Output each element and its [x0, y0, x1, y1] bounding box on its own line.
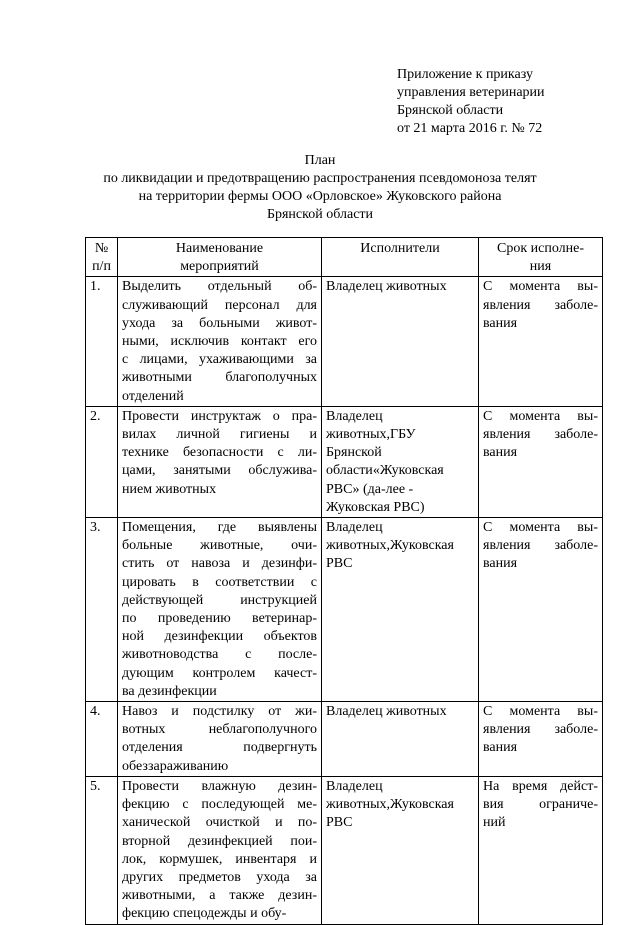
deadline-line: явления заболе- — [483, 427, 598, 443]
deadline-line: вания — [483, 445, 518, 461]
activity-name-line: стить от навоза и дезинфи- — [122, 556, 317, 572]
activity-name-line: ухода за больными живот- — [122, 315, 317, 331]
deadline-line: С момента вы- — [483, 520, 598, 536]
activity-name-line: больные животные, очи- — [122, 538, 317, 554]
appendix-line: управления ветеринарии — [397, 85, 545, 100]
deadline — [479, 518, 603, 702]
header-name — [118, 238, 322, 277]
deadline — [479, 776, 603, 924]
plan-table — [85, 237, 603, 925]
header-text: Исполнители — [360, 241, 440, 256]
activity-name-line: отделения подвергнуть — [122, 740, 317, 756]
activity-name — [118, 702, 322, 777]
row-number: 2. — [86, 406, 118, 517]
deadline-line: явления заболе- — [483, 722, 598, 738]
deadline-line: вания — [483, 556, 518, 572]
title-line: на территории фермы ООО «Орловское» Жуковского района — [138, 189, 502, 204]
row-number: 3. — [86, 518, 118, 702]
table-row — [86, 776, 603, 924]
header-executors — [322, 238, 479, 277]
activity-name-line: по проведению ветеринар- — [122, 611, 317, 627]
deadline — [479, 702, 603, 777]
executors — [322, 518, 479, 702]
table-header-row — [86, 238, 603, 277]
activity-name-line: Выделить отдельный об- — [122, 279, 317, 295]
header-term — [479, 238, 603, 277]
deadline-line: На время дейст- — [483, 778, 598, 794]
executors-line: Жуковская РВС — [326, 538, 454, 572]
deadline-line: вания — [483, 315, 518, 331]
title-line: по ликвидации и предотвращению распространения псевдомоноза телят — [103, 171, 537, 186]
title-line: План — [304, 153, 336, 168]
deadline-line: явления заболе- — [483, 297, 598, 313]
activity-name-line: цировать в соответствии с — [122, 574, 317, 590]
activity-name-line: Навоз и подстилку от жи- — [122, 704, 317, 720]
row-number: 4. — [86, 702, 118, 777]
activity-name-line: обеззараживанию — [122, 758, 229, 774]
activity-name-line: дующим контролем качест- — [122, 665, 317, 681]
activity-name-line: других предметов ухода за — [122, 869, 317, 885]
table-row — [86, 702, 603, 777]
activity-name — [118, 406, 322, 517]
document-title — [60, 152, 580, 224]
activity-name-line: вторной дезинфекцией пои- — [122, 833, 317, 849]
executors — [322, 277, 479, 406]
table-row — [86, 277, 603, 406]
activity-name — [118, 277, 322, 406]
header-text: ния — [529, 259, 552, 275]
activity-name-line: ными, исключив контакт его — [122, 334, 317, 350]
row-number: 5. — [86, 776, 118, 924]
executors-line: Жуковская РВС — [326, 797, 454, 831]
deadline-line: явления заболе- — [483, 538, 598, 554]
activity-name-line: животноводства с после- — [122, 647, 317, 663]
deadline-line: вания — [483, 740, 518, 756]
header-text: Срок исполне- — [496, 241, 584, 256]
executors-line: Владелец животных, — [326, 408, 391, 443]
header-text: Наименование — [175, 241, 264, 256]
executors — [322, 776, 479, 924]
activity-name — [118, 776, 322, 924]
table-row — [86, 518, 603, 702]
activity-name-line: фекцию с последующей ме- — [122, 797, 317, 813]
activity-name-line: лок, кормушек, инвентаря и — [122, 851, 317, 867]
deadline — [479, 277, 603, 406]
activity-name — [118, 518, 322, 702]
activity-name-line: цами, занятыми обслужива- — [122, 463, 317, 479]
executors-line: Владелец животных, — [326, 778, 391, 813]
deadline — [479, 406, 603, 517]
header-text: № — [94, 241, 109, 256]
activity-name-line: ной дезинфекции объектов — [122, 629, 317, 645]
executors-line: «Жуковская РВС» (да- — [326, 463, 444, 497]
table-row — [86, 406, 603, 517]
activity-name-line: ва дезинфекции — [122, 683, 217, 699]
activity-name-line: вотных неблагополучного — [122, 722, 317, 738]
activity-name-line: ханической очисткой и по- — [122, 815, 317, 831]
activity-name-line: животными, а также дезин- — [122, 888, 317, 904]
activity-name-line: действующей инструкцией — [122, 592, 317, 608]
executors — [322, 702, 479, 777]
title-line: Брянской области — [266, 207, 374, 222]
header-text: п/п — [92, 259, 111, 275]
deadline-line: вия ограниче- — [483, 797, 598, 813]
executors — [322, 406, 479, 517]
activity-name-line: Помещения, где выявлены — [122, 520, 317, 536]
activity-name-line: вилах личной гигиены и — [122, 427, 317, 443]
activity-name-line: с лицами, ухаживающими за — [122, 352, 317, 368]
appendix-line: Приложение к приказу — [397, 67, 533, 82]
row-number: 1. — [86, 277, 118, 406]
activity-name-line: отделений — [122, 388, 184, 404]
appendix-line: от 21 марта 2016 г. № 72 — [397, 121, 543, 136]
executors-line: Владелец животных — [326, 704, 447, 720]
activity-name-line: животными благополучных — [122, 370, 317, 386]
activity-name-line: Провести влажную дезин- — [122, 778, 317, 794]
deadline-line: С момента вы- — [483, 704, 598, 720]
appendix-line: Брянской области — [397, 103, 504, 118]
activity-name-line: фекцию спецодежды и обу- — [122, 906, 287, 922]
deadline-line: С момента вы- — [483, 279, 598, 295]
activity-name-line: Провести инструктаж о пра- — [122, 408, 317, 424]
table-body — [86, 277, 603, 924]
deadline-line: С момента вы- — [483, 408, 598, 424]
activity-name-line: технике безопасности с ли- — [122, 445, 317, 461]
activity-name-line: служивающий персонал для — [122, 297, 317, 313]
executors-line: Владелец животных, — [326, 520, 391, 554]
header-num — [86, 238, 118, 277]
activity-name-line: нием животных — [122, 481, 217, 497]
appendix-header — [397, 66, 545, 138]
executors-line: Владелец животных — [326, 279, 447, 295]
header-text: мероприятий — [180, 259, 259, 275]
executors-line: ГБУ Брянской области — [326, 427, 416, 479]
executors-line: лее - Жуковская РВС) — [326, 481, 425, 515]
deadline-line: ний — [483, 815, 506, 831]
